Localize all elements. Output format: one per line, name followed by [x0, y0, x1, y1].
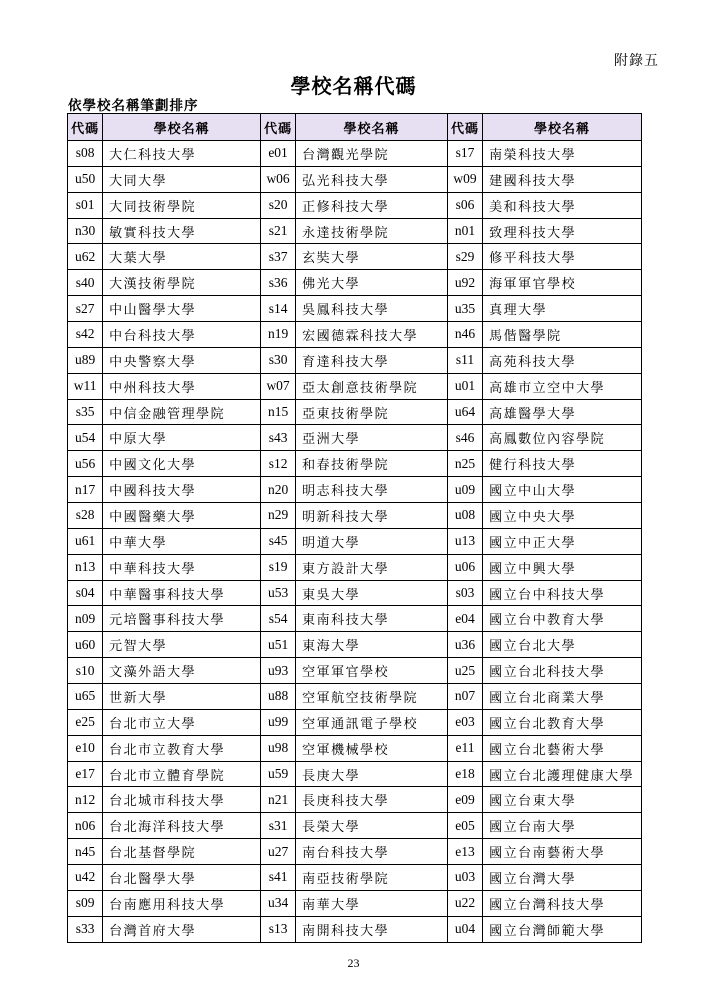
school-code-cell: n45 [68, 839, 103, 865]
school-code-cell: n17 [68, 477, 103, 503]
table-row [68, 166, 642, 192]
school-code-cell: n19 [260, 322, 295, 348]
school-name-cell: 高雄市立空中大學 [483, 373, 642, 399]
table-row [68, 347, 642, 373]
school-name-cell: 宏國德霖科技大學 [296, 322, 448, 348]
page-number: 23 [347, 956, 360, 970]
sort-order-subtitle: 依學校名稱筆劃排序 [68, 98, 199, 114]
table-row [68, 373, 642, 399]
school-name-cell: 元培醫事科技大學 [103, 606, 261, 632]
school-name-cell: 大仁科技大學 [103, 141, 261, 167]
school-code-cell: u50 [68, 166, 103, 192]
school-code-cell: s30 [260, 347, 295, 373]
school-code-cell: n25 [447, 451, 482, 477]
school-code-cell: e18 [447, 761, 482, 787]
table-row [68, 528, 642, 554]
school-code-cell: n46 [447, 322, 482, 348]
table-row [68, 270, 642, 296]
school-name-cell: 玄奘大學 [296, 244, 448, 270]
school-code-cell: u35 [447, 296, 482, 322]
school-name-cell: 空軍通訊電子學校 [296, 709, 448, 735]
school-name-cell: 中央警察大學 [103, 347, 261, 373]
school-code-cell: u08 [447, 503, 482, 529]
table-row [68, 916, 642, 942]
school-name-cell: 中華科技大學 [103, 554, 261, 580]
appendix-label: 附錄五 [614, 53, 659, 69]
school-code-cell: n29 [260, 503, 295, 529]
header-row [68, 114, 642, 141]
school-name-cell: 南開科技大學 [296, 916, 448, 942]
school-name-cell: 亞東技術學院 [296, 399, 448, 425]
school-name-cell: 明道大學 [296, 528, 448, 554]
school-code-cell: u09 [447, 477, 482, 503]
school-code-cell: u98 [260, 735, 295, 761]
school-code-cell: u03 [447, 865, 482, 891]
school-name-cell: 大葉大學 [103, 244, 261, 270]
school-code-cell: s01 [68, 192, 103, 218]
school-code-cell: n30 [68, 218, 103, 244]
school-name-cell: 大同大學 [103, 166, 261, 192]
school-code-cell: u06 [447, 554, 482, 580]
school-code-cell: s42 [68, 322, 103, 348]
school-code-cell: u53 [260, 580, 295, 606]
school-code-cell: e25 [68, 709, 103, 735]
table-header [68, 114, 642, 141]
table-row [68, 192, 642, 218]
school-code-cell: s09 [68, 890, 103, 916]
school-code-cell: u65 [68, 684, 103, 710]
school-name-cell: 吳鳳科技大學 [296, 296, 448, 322]
school-name-cell: 台北市立教育大學 [103, 735, 261, 761]
school-code-cell: s04 [68, 580, 103, 606]
school-code-cell: u99 [260, 709, 295, 735]
school-code-cell: n01 [447, 218, 482, 244]
school-code-cell: u62 [68, 244, 103, 270]
table-row [68, 813, 642, 839]
school-name-cell: 建國科技大學 [483, 166, 642, 192]
school-code-cell: u04 [447, 916, 482, 942]
school-name-cell: 明志科技大學 [296, 477, 448, 503]
table-row [68, 141, 642, 167]
table-row [68, 451, 642, 477]
school-code-cell: e05 [447, 813, 482, 839]
school-name-cell: 國立中山大學 [483, 477, 642, 503]
school-name-cell: 東吳大學 [296, 580, 448, 606]
table-row [68, 322, 642, 348]
school-name-cell: 海軍軍官學校 [483, 270, 642, 296]
school-name-cell: 長榮大學 [296, 813, 448, 839]
table-row [68, 684, 642, 710]
school-code-cell: e04 [447, 606, 482, 632]
school-name-cell: 國立台北護理健康大學 [483, 761, 642, 787]
table-row [68, 890, 642, 916]
school-name-cell: 大同技術學院 [103, 192, 261, 218]
school-name-cell: 國立台灣大學 [483, 865, 642, 891]
school-code-cell: w07 [260, 373, 295, 399]
school-name-cell: 亞洲大學 [296, 425, 448, 451]
school-code-cell: n07 [447, 684, 482, 710]
school-name-cell: 長庚大學 [296, 761, 448, 787]
school-code-cell: u56 [68, 451, 103, 477]
school-name-cell: 國立台南藝術大學 [483, 839, 642, 865]
school-name-cell: 國立台灣科技大學 [483, 890, 642, 916]
school-name-cell: 真理大學 [483, 296, 642, 322]
table-row [68, 554, 642, 580]
school-name-cell: 馬偕醫學院 [483, 322, 642, 348]
school-code-cell: u92 [447, 270, 482, 296]
school-code-cell: s19 [260, 554, 295, 580]
school-code-cell: s20 [260, 192, 295, 218]
school-name-cell: 台北市立體育學院 [103, 761, 261, 787]
school-name-cell: 南亞技術學院 [296, 865, 448, 891]
school-name-cell: 中華醫事科技大學 [103, 580, 261, 606]
table-row [68, 425, 642, 451]
school-name-cell: 中山醫學大學 [103, 296, 261, 322]
school-name-cell: 大漢技術學院 [103, 270, 261, 296]
table-row [68, 787, 642, 813]
table-row [68, 735, 642, 761]
table-row [68, 244, 642, 270]
school-name-cell: 高雄醫學大學 [483, 399, 642, 425]
header-code-1: 代碼 [68, 114, 103, 141]
school-code-cell: s31 [260, 813, 295, 839]
table-body [68, 141, 642, 943]
school-name-cell: 中華大學 [103, 528, 261, 554]
school-name-cell: 亞太創意技術學院 [296, 373, 448, 399]
page-title: 學校名稱代碼 [290, 74, 417, 98]
school-code-cell: u36 [447, 632, 482, 658]
school-name-cell: 國立台南大學 [483, 813, 642, 839]
school-code-cell: e10 [68, 735, 103, 761]
school-name-cell: 國立台北商業大學 [483, 684, 642, 710]
school-name-cell: 永達技術學院 [296, 218, 448, 244]
school-code-cell: u01 [447, 373, 482, 399]
table-row [68, 709, 642, 735]
school-name-cell: 台南應用科技大學 [103, 890, 261, 916]
school-code-cell: s17 [447, 141, 482, 167]
school-name-cell: 世新大學 [103, 684, 261, 710]
school-name-cell: 國立中央大學 [483, 503, 642, 529]
table-row [68, 658, 642, 684]
school-code-cell: s11 [447, 347, 482, 373]
school-name-cell: 敏實科技大學 [103, 218, 261, 244]
school-name-cell: 南榮科技大學 [483, 141, 642, 167]
school-name-cell: 國立台東大學 [483, 787, 642, 813]
school-name-cell: 空軍航空技術學院 [296, 684, 448, 710]
school-code-cell: s10 [68, 658, 103, 684]
school-code-cell: s36 [260, 270, 295, 296]
school-code-cell: s08 [68, 141, 103, 167]
school-name-cell: 中台科技大學 [103, 322, 261, 348]
school-code-cell: s45 [260, 528, 295, 554]
header-school-name-3: 學校名稱 [483, 114, 642, 141]
school-code-cell: s43 [260, 425, 295, 451]
school-name-cell: 正修科技大學 [296, 192, 448, 218]
school-code-cell: u25 [447, 658, 482, 684]
school-code-cell: s29 [447, 244, 482, 270]
school-name-cell: 致理科技大學 [483, 218, 642, 244]
school-name-cell: 中國科技大學 [103, 477, 261, 503]
school-name-cell: 育達科技大學 [296, 347, 448, 373]
school-name-cell: 國立中正大學 [483, 528, 642, 554]
school-code-cell: u27 [260, 839, 295, 865]
table-row [68, 761, 642, 787]
school-name-cell: 台灣首府大學 [103, 916, 261, 942]
school-name-cell: 美和科技大學 [483, 192, 642, 218]
school-name-cell: 台北基督學院 [103, 839, 261, 865]
school-name-cell: 元智大學 [103, 632, 261, 658]
school-name-cell: 南華大學 [296, 890, 448, 916]
school-code-cell: u60 [68, 632, 103, 658]
school-code-table [67, 113, 642, 943]
school-code-cell: s21 [260, 218, 295, 244]
school-code-cell: u61 [68, 528, 103, 554]
table-row [68, 580, 642, 606]
school-code-cell: u89 [68, 347, 103, 373]
school-name-cell: 台北醫學大學 [103, 865, 261, 891]
school-name-cell: 中信金融管理學院 [103, 399, 261, 425]
school-code-cell: s37 [260, 244, 295, 270]
school-name-cell: 弘光科技大學 [296, 166, 448, 192]
school-code-cell: n20 [260, 477, 295, 503]
school-code-cell: u54 [68, 425, 103, 451]
header-code-3: 代碼 [447, 114, 482, 141]
school-code-cell: n12 [68, 787, 103, 813]
school-name-cell: 中國文化大學 [103, 451, 261, 477]
school-name-cell: 台北海洋科技大學 [103, 813, 261, 839]
school-code-cell: w09 [447, 166, 482, 192]
school-code-cell: s06 [447, 192, 482, 218]
school-code-cell: s46 [447, 425, 482, 451]
school-name-cell: 國立台北藝術大學 [483, 735, 642, 761]
school-code-cell: s14 [260, 296, 295, 322]
school-code-cell: w06 [260, 166, 295, 192]
school-name-cell: 台北城市科技大學 [103, 787, 261, 813]
school-name-cell: 東南科技大學 [296, 606, 448, 632]
header-school-name-2: 學校名稱 [296, 114, 448, 141]
school-code-cell: s54 [260, 606, 295, 632]
school-code-cell: s03 [447, 580, 482, 606]
school-name-cell: 空軍軍官學校 [296, 658, 448, 684]
school-name-cell: 國立台北教育大學 [483, 709, 642, 735]
school-name-cell: 空軍機械學校 [296, 735, 448, 761]
header-school-name-1: 學校名稱 [103, 114, 261, 141]
school-name-cell: 文藻外語大學 [103, 658, 261, 684]
school-code-cell: s28 [68, 503, 103, 529]
school-name-cell: 中國醫藥大學 [103, 503, 261, 529]
school-name-cell: 國立台灣師範大學 [483, 916, 642, 942]
school-name-cell: 國立台北科技大學 [483, 658, 642, 684]
school-code-cell: n13 [68, 554, 103, 580]
school-code-cell: n06 [68, 813, 103, 839]
school-code-cell: s41 [260, 865, 295, 891]
school-name-cell: 修平科技大學 [483, 244, 642, 270]
school-code-cell: u22 [447, 890, 482, 916]
school-code-cell: u13 [447, 528, 482, 554]
school-name-cell: 台灣觀光學院 [296, 141, 448, 167]
school-code-cell: s12 [260, 451, 295, 477]
school-code-cell: e13 [447, 839, 482, 865]
school-code-cell: s40 [68, 270, 103, 296]
school-name-cell: 東方設計大學 [296, 554, 448, 580]
school-code-cell: s33 [68, 916, 103, 942]
school-name-cell: 台北市立大學 [103, 709, 261, 735]
school-code-cell: n15 [260, 399, 295, 425]
school-code-cell: n09 [68, 606, 103, 632]
school-name-cell: 長庚科技大學 [296, 787, 448, 813]
school-name-cell: 和春技術學院 [296, 451, 448, 477]
school-name-cell: 國立台北大學 [483, 632, 642, 658]
school-name-cell: 國立台中教育大學 [483, 606, 642, 632]
school-name-cell: 高苑科技大學 [483, 347, 642, 373]
school-code-cell: u88 [260, 684, 295, 710]
school-name-cell: 南台科技大學 [296, 839, 448, 865]
school-name-cell: 國立台中科技大學 [483, 580, 642, 606]
table-row [68, 218, 642, 244]
school-name-cell: 明新科技大學 [296, 503, 448, 529]
school-code-cell: e17 [68, 761, 103, 787]
school-code-cell: e11 [447, 735, 482, 761]
school-name-cell: 健行科技大學 [483, 451, 642, 477]
table-row [68, 477, 642, 503]
school-name-cell: 高鳳數位內容學院 [483, 425, 642, 451]
table-row [68, 296, 642, 322]
school-code-cell: n21 [260, 787, 295, 813]
school-name-cell: 國立中興大學 [483, 554, 642, 580]
school-code-cell: e01 [260, 141, 295, 167]
school-code-cell: u34 [260, 890, 295, 916]
school-name-cell: 佛光大學 [296, 270, 448, 296]
school-code-cell: u93 [260, 658, 295, 684]
school-name-cell: 中原大學 [103, 425, 261, 451]
school-name-cell: 東海大學 [296, 632, 448, 658]
school-code-cell: e09 [447, 787, 482, 813]
school-code-cell: w11 [68, 373, 103, 399]
table-row [68, 399, 642, 425]
school-code-cell: s27 [68, 296, 103, 322]
header-code-2: 代碼 [260, 114, 295, 141]
school-code-cell: s13 [260, 916, 295, 942]
school-code-cell: u42 [68, 865, 103, 891]
table-row [68, 606, 642, 632]
school-code-cell: e03 [447, 709, 482, 735]
table-row [68, 865, 642, 891]
table-row [68, 503, 642, 529]
school-code-cell: u64 [447, 399, 482, 425]
table-row [68, 839, 642, 865]
school-code-cell: u59 [260, 761, 295, 787]
school-name-cell: 中州科技大學 [103, 373, 261, 399]
table-row [68, 632, 642, 658]
school-code-cell: s35 [68, 399, 103, 425]
school-code-cell: u51 [260, 632, 295, 658]
